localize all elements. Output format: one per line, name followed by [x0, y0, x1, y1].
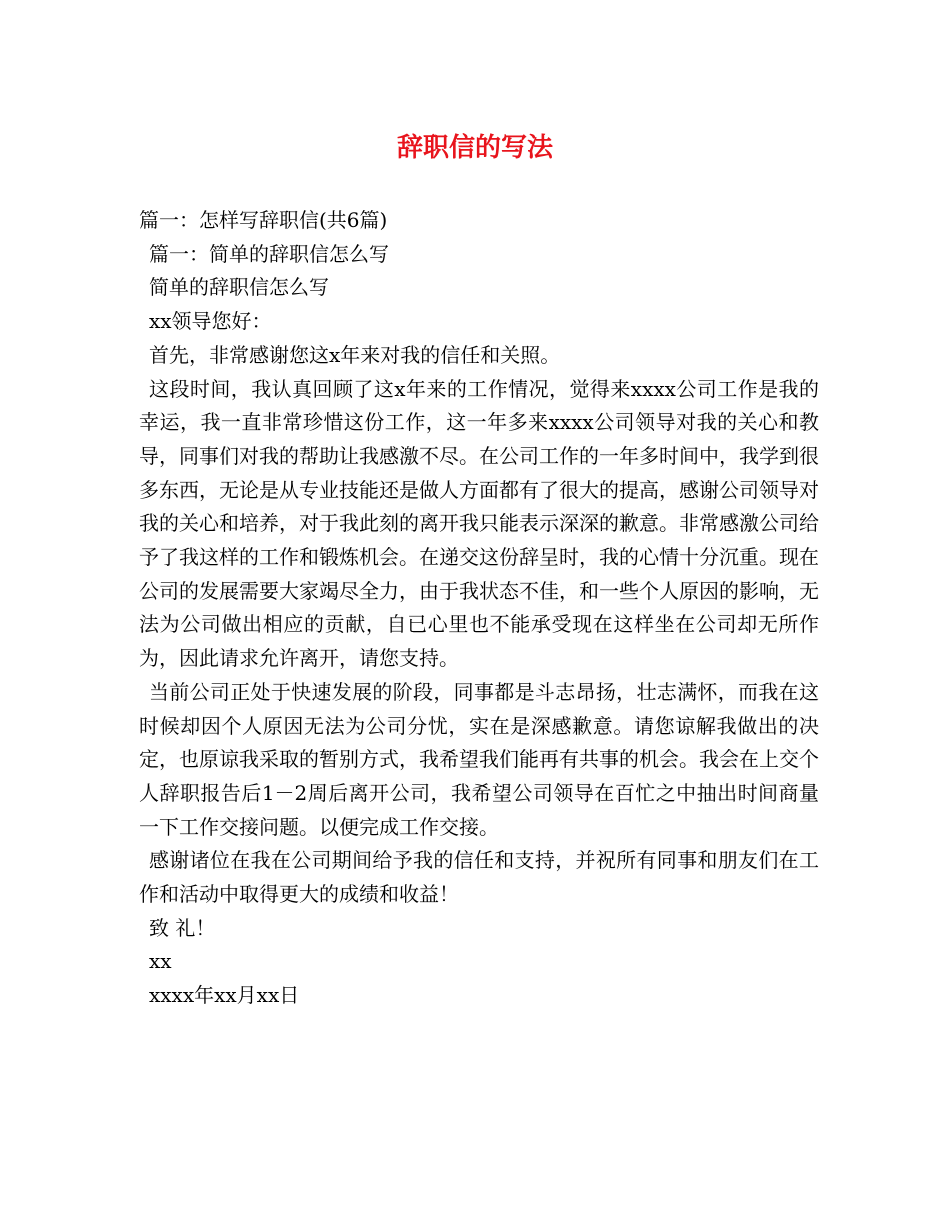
section-heading: 篇一：怎样写辞职信(共6篇): [139, 208, 388, 232]
document-body: [139, 204, 819, 1013]
letter-paragraph-2: 这段时间，我认真回顾了这x年来的工作情况，觉得来xxxx公司工作是我的幸运，我一直非常珍惜这份工作，这一年多来xxxx公司领导对我的关心和教导，同事们对我的帮助让我感激不尽。在公司工作的一年多时间中，我学到很多东西，无论是从专业技能还是做人方面都有了很大的提高，感谢公司领导对我的关心和培养，对于我此刻的离开我只能表示深深的歉意。非常感激公司给予了我这样的工作和锻炼机会。在递交这份辞呈时，我的心情十分沉重。现在公司的发展需要大家竭尽全力，由于我状态不佳，和一些个人原因的影响，无法为公司做出相应的贡献，自已心里也不能承受现在这样坐在公司却无所作为，因此请求允许离开，请您支持。: [139, 376, 819, 671]
letter-signature: xx: [149, 949, 172, 974]
document-title: 辞职信的写法: [396, 133, 553, 163]
letter-heading: 简单的辞职信怎么写: [149, 275, 329, 300]
letter-paragraph-4: 感谢诸位在我在公司期间给予我的信任和支持，并祝所有同事和朋友们在工作和活动中取得更大的成绩和收益！: [139, 848, 819, 907]
subsection-heading: 篇一：简单的辞职信怎么写: [149, 241, 389, 266]
letter-date: xxxx年xx月xx日: [149, 983, 300, 1008]
letter-paragraph-1: 首先，非常感谢您这x年来对我的信任和关照。: [149, 342, 561, 367]
letter-closing: 致 礼！: [149, 915, 216, 940]
letter-paragraph-3: 当前公司正处于快速发展的阶段，同事都是斗志昂扬，壮志满怀，而我在这时候却因个人原因无法为公司分忧，实在是深感歉意。请您谅解我做出的决定，也原谅我采取的暂别方式，我希望我们能再有共事的机会。我会在上交个人辞职报告后1－2周后离开公司，我希望公司领导在百忙之中抽出时间商量一下工作交接问题。以便完成工作交接。: [139, 679, 819, 839]
letter-salutation: xx领导您好：: [149, 309, 272, 334]
